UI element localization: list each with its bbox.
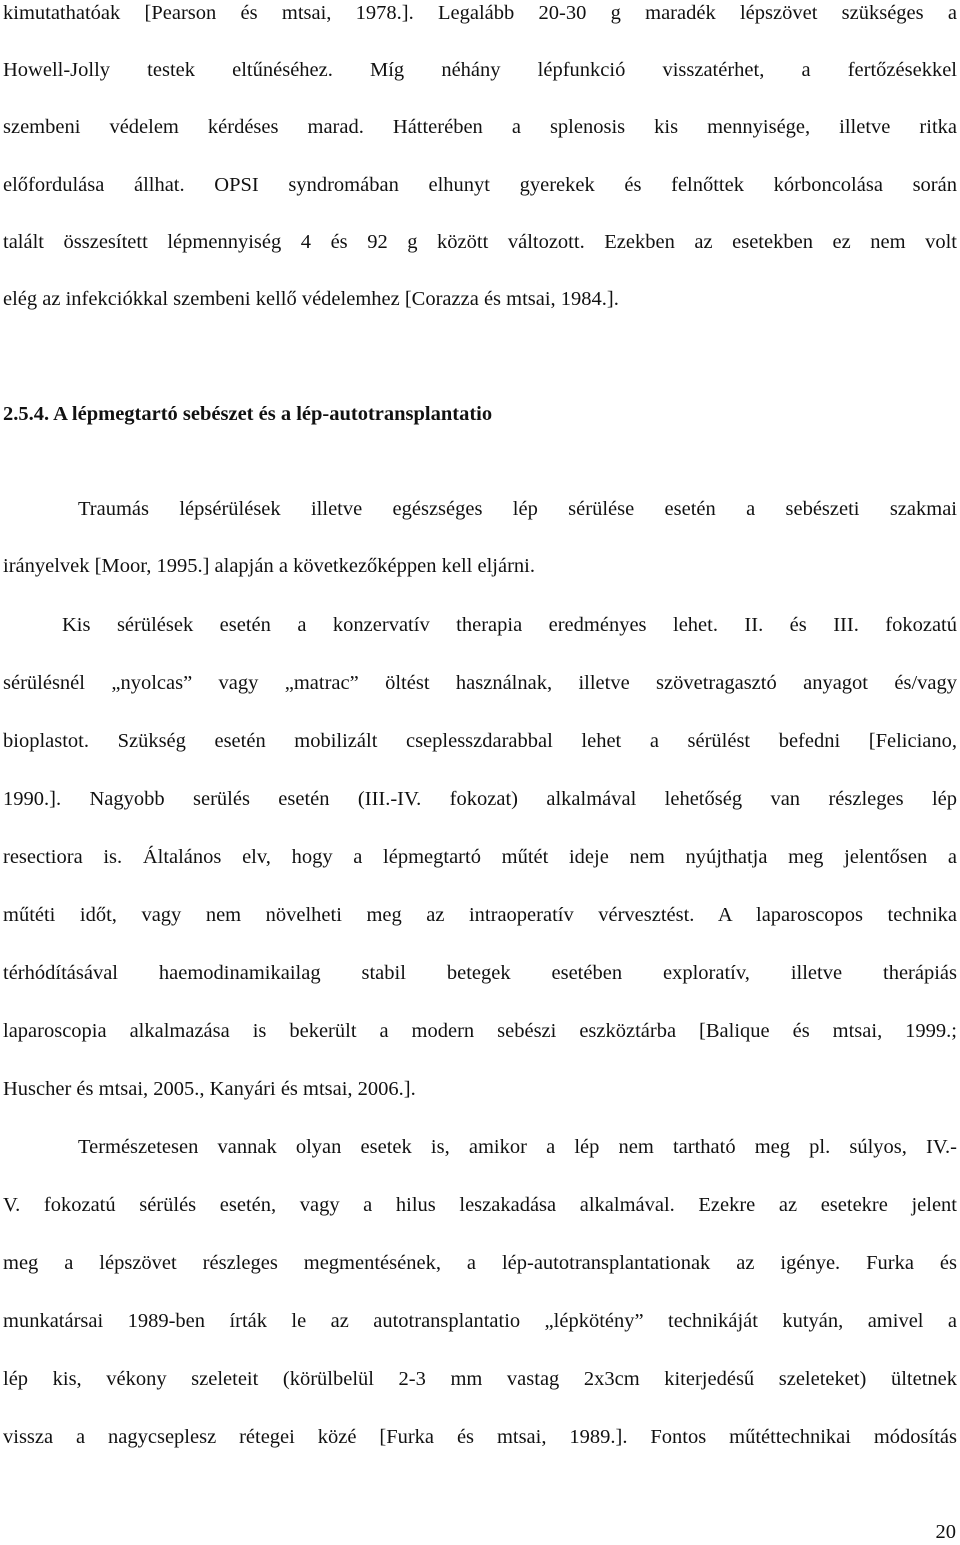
page-number: 20 (935, 1521, 956, 1543)
text-line: Huscher és mtsai, 2005., Kanyári és mtsai, 2006.]. (3, 1078, 416, 1100)
text-line: Természetesen vannak olyan esetek is, amikor a lép nem tartható meg pl. súlyos, IV.- (78, 1136, 957, 1158)
text-line: vissza a nagycseplesz rétegei közé [Furka és mtsai, 1989.]. Fontos műtéttechnikai módosítás (3, 1426, 957, 1448)
text-line: elég az infekciókkal szembeni kellő védelemhez [Corazza és mtsai, 1984.]. (3, 288, 619, 310)
text-line: térhódításával haemodinamikailag stabil betegek esetében exploratív, illetve therápiás (3, 962, 957, 984)
text-line: Kis sérülések esetén a konzervatív therapia eredményes lehet. II. és III. fokozatú (62, 614, 957, 636)
text-line: bioplastot. Szükség esetén mobilizált cseplesszdarabbal lehet a sérülést befedni [Feliciano, (3, 730, 957, 752)
text-line: Traumás lépsérülések illetve egészséges lép sérülése esetén a sebészeti szakmai (78, 498, 957, 520)
section-heading: 2.5.4. A lépmegtartó sebészet és a lép-autotransplantatio (3, 403, 493, 425)
text-line: előfordulása állhat. OPSI syndromában elhunyt gyerekek és felnőttek kórboncolása során (3, 174, 957, 196)
text-line: irányelvek [Moor, 1995.] alapján a következőképpen kell eljárni. (3, 555, 535, 577)
text-line: munkatársai 1989-ben írták le az autotransplantatio „lépkötény” technikáját kutyán, amivel a (3, 1310, 957, 1332)
text-line: szembeni védelem kérdéses marad. Hátterében a splenosis kis mennyisége, illetve ritka (3, 116, 957, 138)
text-line: meg a lépszövet részleges megmentésének, a lép-autotransplantationak az igénye. Furka és (3, 1252, 957, 1274)
text-line: 1990.]. Nagyobb serülés esetén (III.-IV. fokozat) alkalmával lehetőség van részleges lép (3, 788, 957, 810)
text-line: talált összesített lépmennyiség 4 és 92 g között változott. Ezekben az esetekben ez nem volt (3, 231, 957, 253)
text-line: sérülésnél „nyolcas” vagy „matrac” öltést használnak, illetve szövetragasztó anyagot és/vagy (3, 672, 957, 694)
text-line: műtéti időt, vagy nem növelheti meg az intraoperatív vérvesztést. A laparoscopos technika (3, 904, 957, 926)
text-line: laparoscopia alkalmazása is bekerült a modern sebészi eszköztárba [Balique és mtsai, 1999.; (3, 1020, 957, 1042)
text-line: lép kis, vékony szeleteit (körülbelül 2-3 mm vastag 2x3cm kiterjedésű szeleteket) ültetnek (3, 1368, 957, 1390)
text-line: V. fokozatú sérülés esetén, vagy a hilus leszakadása alkalmával. Ezekre az esetekre jelent (3, 1194, 957, 1216)
text-line: kimutathatóak [Pearson és mtsai, 1978.]. Legalább 20-30 g maradék lépszövet szükséges a (3, 2, 957, 24)
text-line: Howell-Jolly testek eltűnéséhez. Míg néhány lépfunkció visszatérhet, a fertőzésekkel (3, 59, 957, 81)
text-line: resectiora is. Általános elv, hogy a lépmegtartó műtét ideje nem nyújthatja meg jelentősen a (3, 846, 957, 868)
